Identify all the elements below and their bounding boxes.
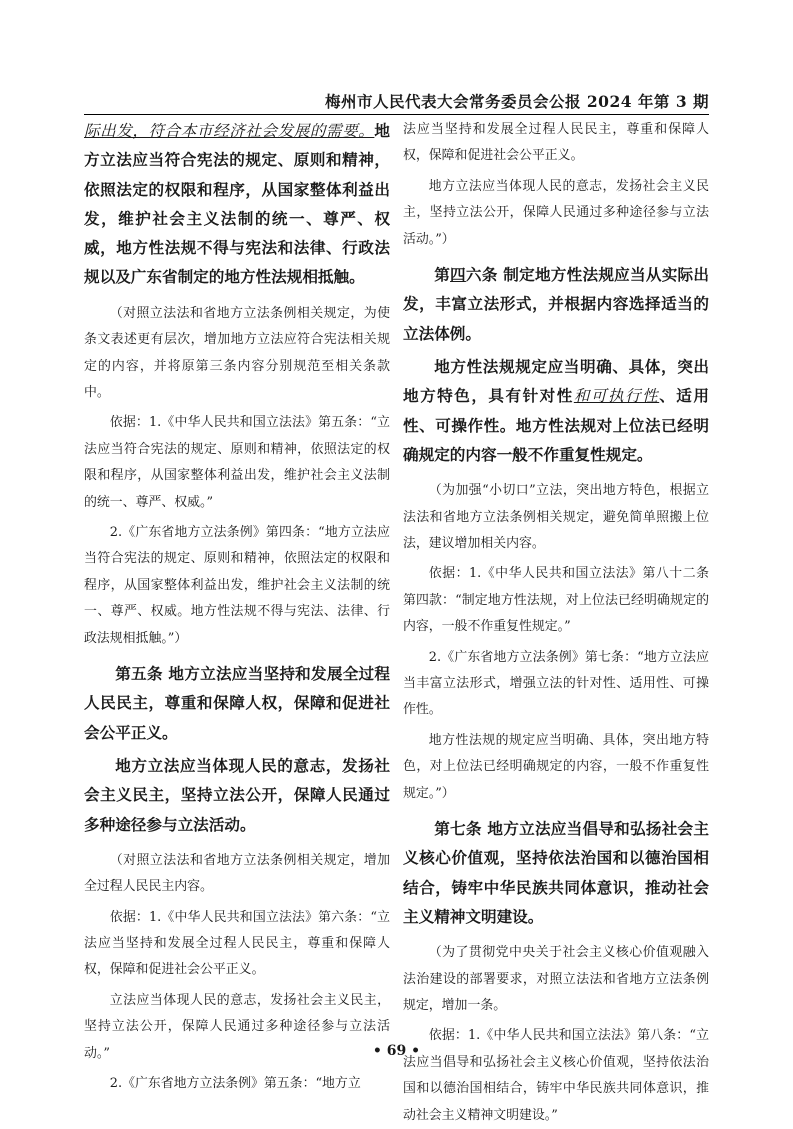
right-note-2: （为了贯彻党中央关于社会主义核心价值观融入法治建设的部署要求，对照立法法和省地方立法条例规定，增加一条。: [403, 945, 709, 1013]
page-number: • 69 •: [372, 1043, 421, 1059]
right-continuation-2: 地方立法应当体现人民的意志，发扬社会主义民主，坚持立法公开，保障人民通过多种途径参与立法活动。”）: [403, 178, 709, 247]
right-basis-1: 依据：1.《中华人民共和国立法法》第八十二条第四款：“制定地方性法规，对上位法已经明确规定的内容，一般不作重复性规定。”: [403, 566, 709, 635]
page-header: [84, 88, 709, 115]
right-column: [403, 117, 709, 1129]
gazette-title: 梅州市人民代表大会常务委员会公报 2024 年第 3 期: [324, 92, 709, 111]
article-5-para-2: 地方立法应当体现人民的意志，发扬社会主义民主，坚持立法公开，保障人民通过多种途径参与立法活动。: [84, 756, 390, 834]
left-basis-4: 立法应当体现人民的意志，发扬社会主义民主，坚持立法公开，保障人民通过多种途径参与立法活动。”: [84, 992, 390, 1061]
revised-text-executability: 和可执行性: [573, 387, 660, 406]
left-note-paragraph: （对照立法法和省地方立法条例相关规定，为使条文表述更有层次，增加地方立法应符合宪法相关规定的内容，并将原第三条内容分别规范至相关条款中。: [84, 305, 390, 400]
left-note-2: （对照立法法和省地方立法条例相关规定，增加全过程人民民主内容。: [84, 852, 390, 895]
deleted-number: 四: [450, 266, 466, 285]
article-6-para-2-c: 、适用性、可操作性。地方性法规对上位法已经明确规定的内容一般不作重复性规定。: [403, 387, 709, 464]
right-continuation-1: 法应当坚持和发展全过程人民民主，尊重和保障人权，保障和促进社会公平正义。: [403, 122, 709, 164]
article-5: 第五条 地方立法应当坚持和发展全过程人民民主，尊重和保障人权，保障和促进社会公平正义。: [84, 665, 390, 742]
article-7: 第七条 地方立法应当倡导和弘扬社会主义核心价值观，坚持依法治国和以德治国相结合，铸牢中华民族共同体意识，推动社会主义精神文明建设。: [403, 819, 709, 926]
article-6: [403, 261, 709, 349]
revised-text-lead: 际出发，符合本市经济社会发展的需要。: [84, 122, 375, 140]
article-6-text: 六条 制定地方性法规应当从实际出发，丰富立法形式，并根据内容选择适当的立法体例。: [403, 266, 709, 343]
left-column: [84, 117, 390, 1098]
article-6-para-2-a: 地方性法规规定应当明确、具体，突出地方特色，具有针对性: [403, 357, 709, 406]
left-basis-1: 依据：1.《中华人民共和国立法法》第五条：“立法应当符合宪法的规定、原则和精神，依照法定的权限和程序，从国家整体利益出发，维护社会主义法制的统一、尊严、权威。”: [84, 415, 390, 510]
right-basis-2: 2.《广东省地方立法条例》第七条：“地方立法应当丰富立法形式，增强立法的针对性、适用性、可操作性。: [403, 649, 709, 718]
right-basis-3: 地方性法规的规定应当明确、具体，突出地方特色，对上位法已经明确规定的内容，一般不作重复性规定。”）: [403, 732, 709, 801]
left-paragraph-1: [84, 117, 390, 293]
left-basis-5: 2.《广东省地方立法条例》第五条：“地方立: [109, 1076, 361, 1092]
article-6-prefix: 第: [434, 266, 451, 285]
left-basis-3: 依据：1.《中华人民共和国立法法》第六条：“立法应当坚持和发展全过程人民民主，尊重和保障人权，保障和促进社会公平正义。: [84, 909, 390, 978]
left-basis-2: 2.《广东省地方立法条例》第四条：“地方立法应当符合宪法的规定、原则和精神，依照法定的权限和程序，从国家整体利益出发，维护社会主义法制的统一、尊严、权威。地方性法规不得与宪法、法律、行政法规相抵触。”）: [84, 525, 390, 646]
article-6-para-2: [403, 353, 709, 470]
article-continuation-text: 地方立法应当符合宪法的规定、原则和精神，依照法定的权限和程序，从国家整体利益出发，维护社会主义法制的统一、尊严、权威，地方性法规不得与宪法和法律、行政法规以及广东省制定的地方性法规相抵触。: [84, 122, 390, 287]
right-note-1: （为加强“小切口”立法，突出地方特色，根据立法法和省地方立法条例相关规定，避免简单照搬上位法，建议增加相关内容。: [403, 483, 709, 551]
right-basis-4: 依据：1.《中华人民共和国立法法》第八条：“立法应当倡导和弘扬社会主义核心价值观，坚持依法治国和以德治国相结合，铸牢中华民族共同体意识，推动社会主义精神文明建设。”: [403, 1028, 709, 1123]
